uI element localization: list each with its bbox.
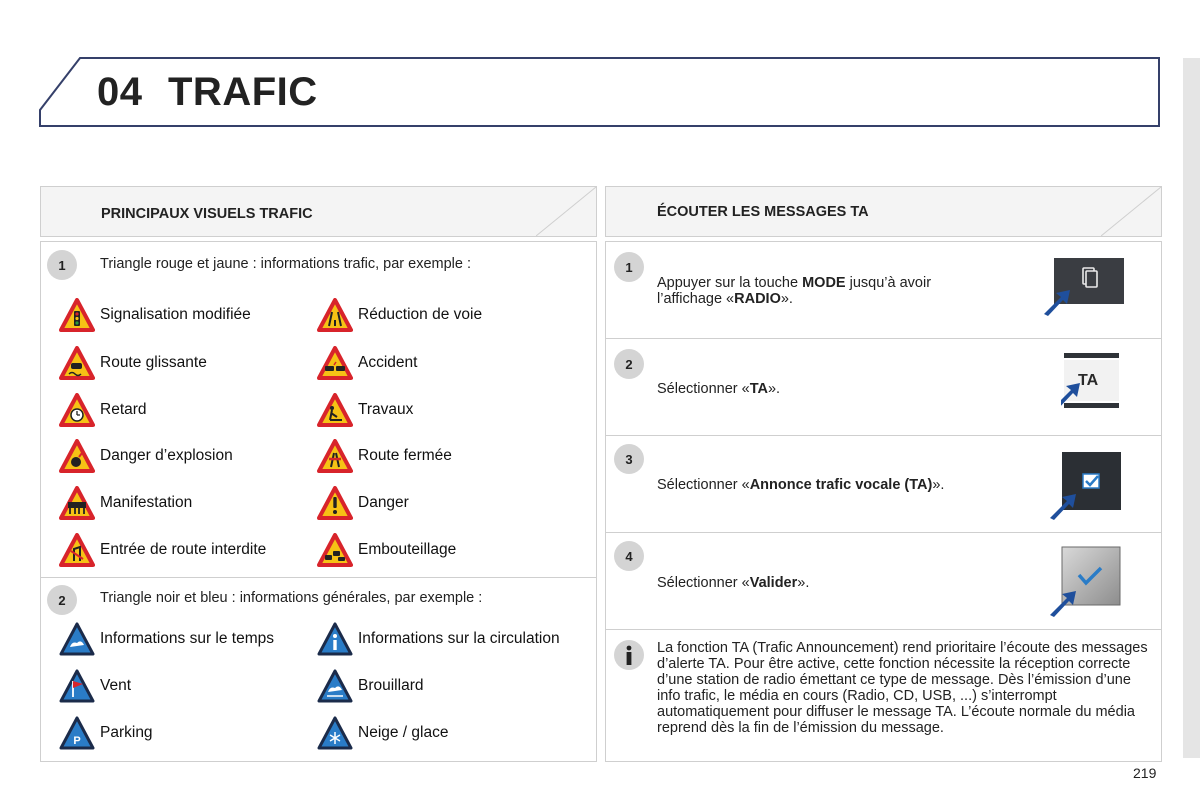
header-corner-diagonal: [1101, 187, 1161, 236]
lane-reduction-warning-icon: [317, 298, 353, 332]
sign-label: Parking: [100, 724, 153, 741]
sign-label: Vent: [100, 677, 132, 694]
header-corner-diagonal: [536, 187, 596, 236]
sign-item: [317, 485, 409, 521]
sign-label: Accident: [358, 354, 418, 371]
text-run: ».: [780, 291, 793, 307]
mode-button-icon: [1041, 256, 1127, 318]
bold-term: TA: [749, 381, 768, 397]
wind-flag-icon: [59, 669, 95, 703]
left-panel-title: PRINCIPAUX VISUELS TRAFIC: [101, 206, 313, 222]
sign-item: [59, 668, 131, 704]
bold-term: RADIO: [734, 291, 781, 307]
step-badge: 2: [47, 585, 77, 615]
traffic-jam-warning-icon: [317, 533, 353, 567]
step-badge: 1: [47, 250, 77, 280]
text-run: jusqu’à avoir l’affichage «: [657, 275, 932, 307]
sign-label: Informations sur la circulation: [358, 630, 560, 647]
sign-item: [317, 438, 452, 474]
sign-label: Travaux: [358, 401, 414, 418]
svg-text:P: P: [73, 735, 81, 747]
sign-label: Danger: [358, 494, 409, 511]
info-text: La fonction TA (Trafic Announcement) rend prioritaire l’écoute des messages d’alerte TA. Pour être active, cette fonction nécessite la réception correcte d’une station de radio émettant ce type de message. Dès l’émission d’une info trafic, le média en cours (Radio, CD, USB, ...) s’interrompt automatiquement pour diffuser le message TA. L’écoute normale du média reprend dès la fin de l’émission du message.: [657, 640, 1148, 736]
sign-item: [59, 621, 274, 657]
sign-label: Route fermée: [358, 447, 452, 464]
sign-item: [59, 715, 153, 751]
bold-term: MODE: [802, 275, 846, 291]
sign-item: [317, 532, 456, 568]
sign-label: Brouillard: [358, 677, 424, 694]
accident-warning-icon: [317, 346, 353, 380]
sign-label: Informations sur le temps: [100, 630, 275, 647]
traffic-info-icon: [317, 622, 353, 656]
sign-label: Manifestation: [100, 494, 193, 511]
step-row: [605, 435, 1162, 534]
sign-item: [317, 297, 482, 333]
validate-check-icon: [1049, 545, 1125, 619]
side-tab-bar: [1183, 58, 1200, 758]
sign-item: [59, 297, 251, 333]
text-run: ».: [797, 575, 810, 591]
step-row: [605, 241, 1162, 340]
bold-term: Annonce trafic vocale (TA): [749, 477, 933, 493]
left-panel-header: [40, 186, 597, 237]
explosion-warning-icon: [59, 439, 95, 473]
slippery-road-warning-icon: [59, 346, 95, 380]
sign-label: Retard: [100, 401, 147, 418]
step-instruction: [657, 381, 987, 397]
info-icon: [614, 640, 644, 670]
step-row: [605, 338, 1162, 437]
bold-term: Valider: [749, 575, 798, 591]
step-instruction: [657, 575, 987, 591]
sign-item: [59, 532, 266, 568]
sign-item: [317, 345, 417, 381]
section-intro: Triangle rouge et jaune : informations trafic, par exemple :: [100, 256, 472, 272]
weather-info-icon: [59, 622, 95, 656]
demonstration-warning-icon: [59, 486, 95, 520]
info-note: [605, 629, 1162, 762]
snowflake-icon: [317, 716, 353, 750]
sign-label: Neige / glace: [358, 724, 449, 741]
sign-label: Route glissante: [100, 354, 207, 371]
chapter-title: TRAFIC: [168, 70, 318, 114]
ta-button-label: TA: [1078, 372, 1099, 389]
step-badge: 1: [614, 252, 644, 282]
no-entry-warning-icon: [59, 533, 95, 567]
checkbox-icon: [1049, 450, 1125, 522]
text-run: ».: [932, 477, 945, 493]
text-run: Sélectionner «: [657, 477, 750, 493]
sign-item: [59, 485, 192, 521]
page-number: 219: [1133, 765, 1157, 781]
step-instruction: [657, 477, 1037, 493]
sign-label: Entrée de route interdite: [100, 541, 267, 558]
right-panel-header: [605, 186, 1162, 237]
sign-label: Embouteillage: [358, 541, 457, 558]
sign-item: [317, 668, 423, 704]
chapter-number: 04: [97, 70, 143, 114]
traffic-light-warning-icon: [59, 298, 95, 332]
section-intro: Triangle noir et bleu : informations générales, par exemple :: [100, 590, 483, 606]
delay-clock-warning-icon: [59, 393, 95, 427]
sign-item: [317, 621, 560, 657]
sign-item: [59, 438, 233, 474]
roadworks-warning-icon: [317, 393, 353, 427]
step-instruction: [657, 275, 987, 307]
section-blue-signs: [40, 577, 597, 762]
danger-exclamation-warning-icon: [317, 486, 353, 520]
sign-item: [317, 392, 413, 428]
text-run: Sélectionner «: [657, 575, 750, 591]
ta-button-icon: [1061, 351, 1121, 413]
sign-item: [59, 392, 147, 428]
info-i-glyph: [614, 640, 644, 670]
sign-label: Danger d’explosion: [100, 447, 233, 464]
fog-icon: [317, 669, 353, 703]
sign-label: Signalisation modifiée: [100, 306, 251, 323]
sign-item: [317, 715, 448, 751]
road-closed-warning-icon: [317, 439, 353, 473]
step-badge: 3: [614, 444, 644, 474]
text-run: Appuyer sur la touche: [657, 275, 803, 291]
step-badge: 2: [614, 349, 644, 379]
parking-icon: [59, 716, 95, 750]
sign-item: [59, 345, 207, 381]
right-panel-title: ÉCOUTER LES MESSAGES TA: [657, 204, 869, 220]
section-red-yellow-signs: [40, 241, 597, 579]
step-badge: 4: [614, 541, 644, 571]
step-row: [605, 532, 1162, 631]
sign-label: Réduction de voie: [358, 306, 483, 323]
text-run: Sélectionner «: [657, 381, 750, 397]
text-run: ».: [767, 381, 781, 397]
